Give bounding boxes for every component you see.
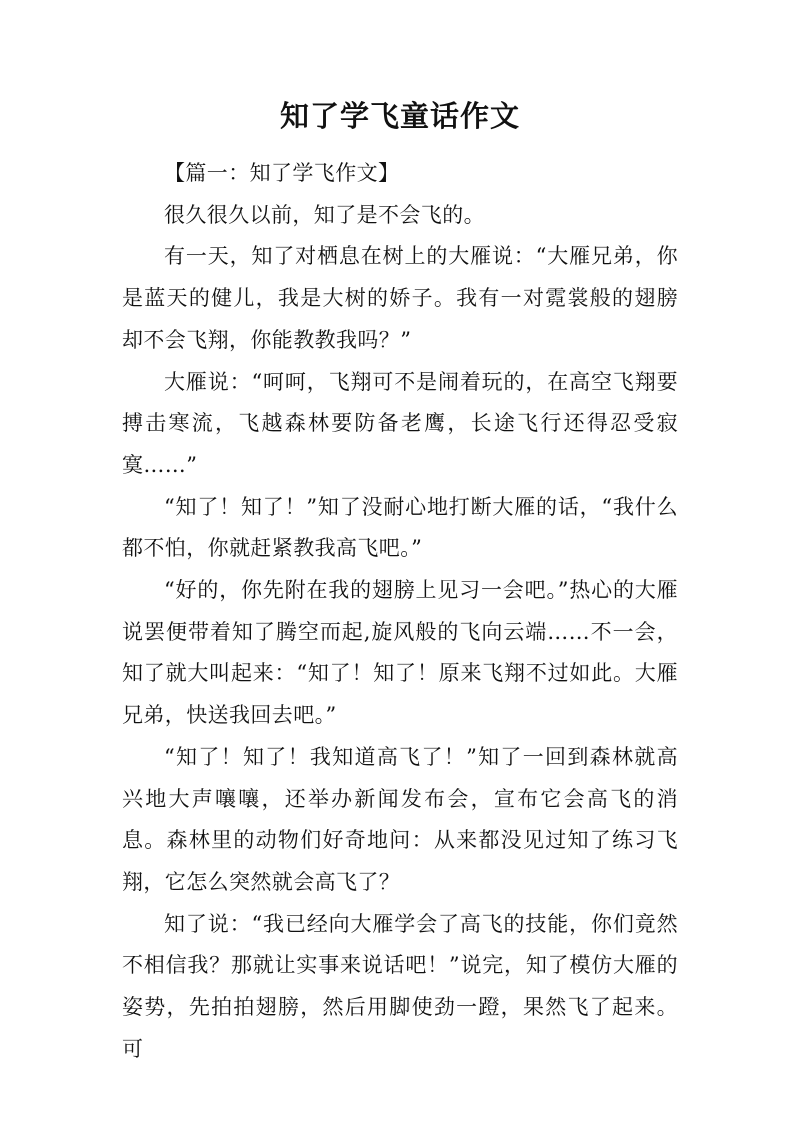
paragraph: “知了！知了！”知了没耐心地打断大雁的话，“我什么都不怕，你就赶紧教我高飞吧。”: [122, 494, 678, 561]
document-title: 知了学飞童话作文: [279, 99, 520, 133]
paragraph: 有一天，知了对栖息在树上的大雁说：“大雁兄弟，你是蓝天的健儿，我是大树的娇子。我有一对霓裳般的翅膀却不会飞翔，你能教教我吗？”: [122, 244, 678, 352]
paragraph: 很久很久以前，知了是不会飞的。: [164, 202, 485, 227]
paragraph: “知了！知了！我知道高飞了！”知了一回到森林就高兴地大声嚷嚷，还举办新闻发布会，宣布它会高飞的消息。森林里的动物们好奇地问：从来都没见过知了练习飞翔，它怎么突然就会高飞了？: [122, 744, 678, 894]
document-body: [122, 153, 678, 1070]
paragraph: 大雁说：“呵呵，飞翔可不是闹着玩的，在高空飞翔要搏击寒流，飞越森林要防备老鹰，长途飞行还得忍受寂寞……”: [122, 369, 678, 477]
paragraph: “好的，你先附在我的翅膀上见习一会吧。”热心的大雁说罢便带着知了腾空而起,旋风般的飞向云端……不一会，知了就大叫起来：“知了！知了！原来飞翔不过如此。大雁兄弟，快送我回去吧。”: [122, 578, 678, 728]
paragraph: 知了说：“我已经向大雁学会了高飞的技能，你们竟然不相信我？那就让实事来说话吧！”说完，知了模仿大雁的姿势，先拍拍翅膀，然后用脚使劲一蹬，果然飞了起来。可: [122, 911, 678, 1061]
section-heading: 【篇一：知了学飞作文】: [164, 161, 400, 185]
